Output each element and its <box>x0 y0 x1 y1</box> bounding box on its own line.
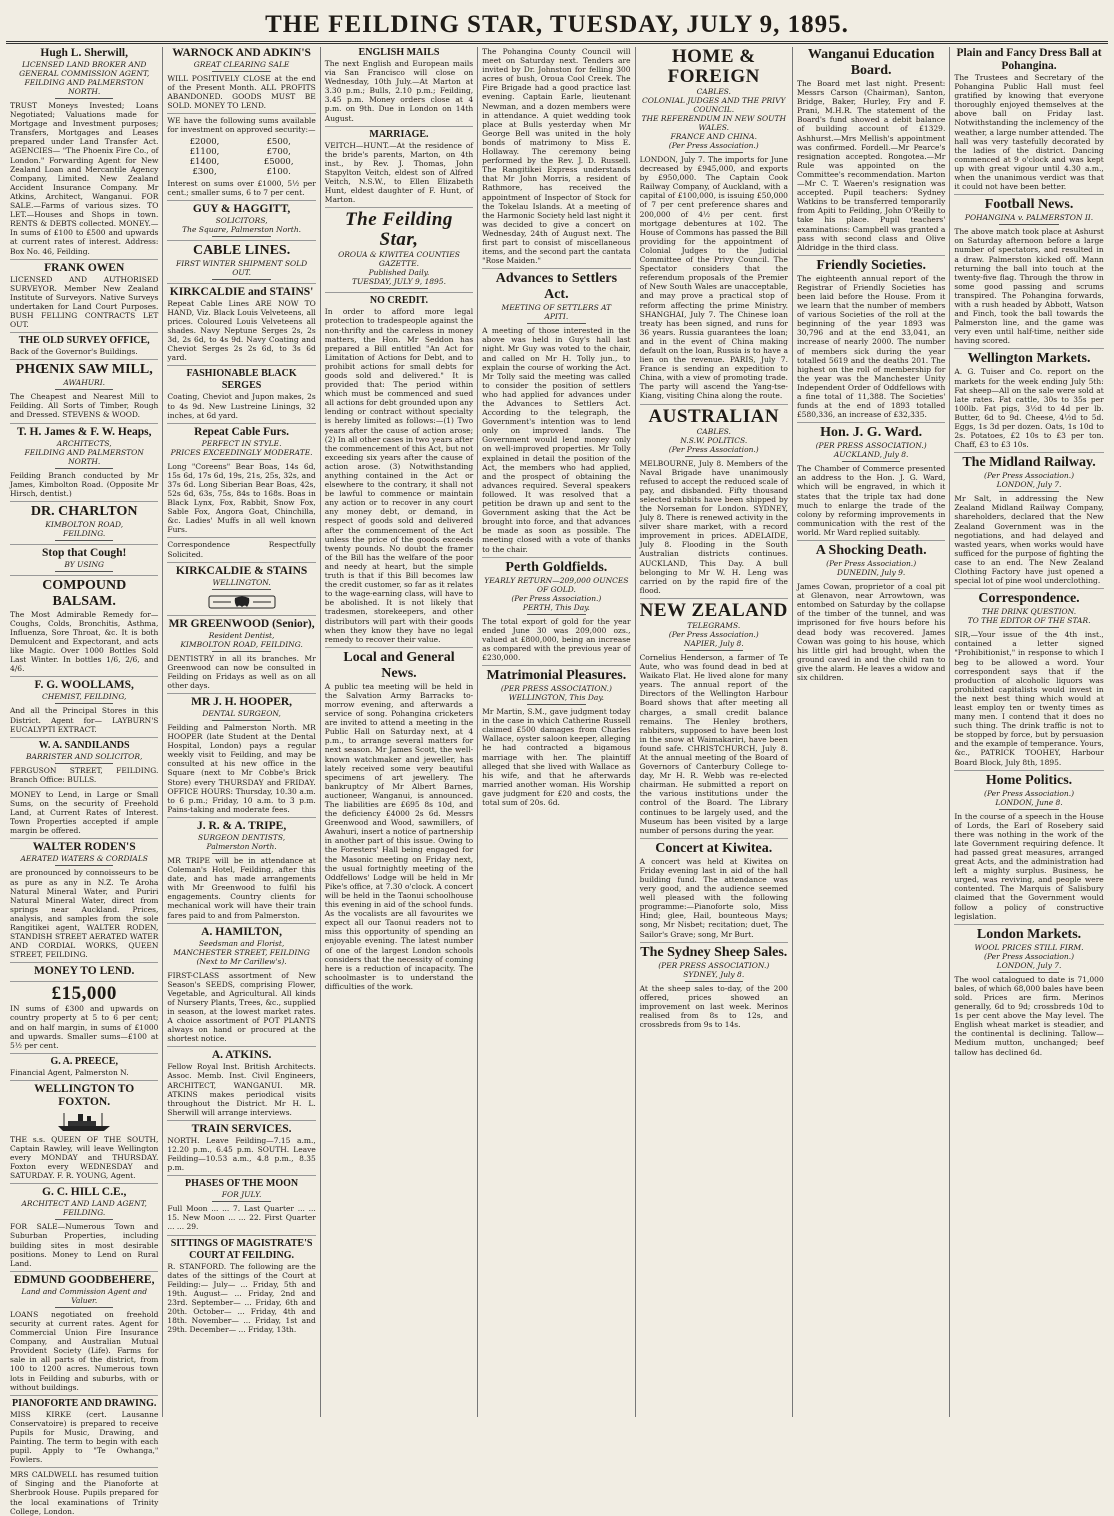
column-3 <box>321 47 478 1417</box>
article-heading: WARNOCK AND ADKIN'S <box>172 47 311 59</box>
article-heading: PHASES OF THE MOON <box>185 1178 299 1190</box>
article-subheading: FIRST WINTER SHIPMENT SOLD OUT. <box>176 258 308 277</box>
article-block <box>640 598 788 835</box>
article-text: MR TRIPE will be in attendance at Coleman's Hotel, Feilding, after this date, and has made arrangements with Mr Greenwood to fulfil his engagements. Country clients for mechanical work will have their train fares paid to and from Palmerston. <box>167 855 316 920</box>
money-sum: £700, <box>266 146 291 157</box>
rule-divider <box>527 614 585 615</box>
article-subheading: N.S.W. POLITICS. <box>680 435 748 445</box>
rule-divider <box>55 1307 113 1308</box>
article-text: In the course of a speech in the House of Lords, the Earl of Rosebery said there was nothing in the work of the late Government requiring defence. It had passed great measures, arranged great Acts, and the administration had left a mighty surplus. Business, he urged, was reviving, and people were contented. The Marquis of Salisbury claimed that the Government would follow a policy of constructive legislation. <box>954 811 1104 921</box>
dentist-emblem-icon <box>207 592 277 612</box>
rule-divider <box>527 704 585 705</box>
article-heading: KIRKCALDIE & STAINS <box>175 564 308 577</box>
article-subheading: TO THE EDITOR OF THE STAR. <box>967 616 1091 626</box>
rule-divider <box>212 853 270 854</box>
article-subheading: FOR JULY. <box>221 1190 262 1200</box>
article-block <box>167 1235 315 1335</box>
article-heading: Local and General News. <box>343 649 455 681</box>
money-sum: £100. <box>266 166 291 177</box>
article-heading: MONEY TO LEND. <box>33 965 135 978</box>
article-subheading: AUCKLAND, July 8. <box>833 450 909 460</box>
article-subheading: BARRISTER AND SOLICITOR, <box>26 751 143 761</box>
article-text: R. STANFORD. The following are the dates of the sittings of the Court at Feilding:— July— ... Friday, 5th and 19th. August— ... Friday, 2nd and 23rd. September— ... Friday, 6th and 20th. October— ... Friday, 4th and 18th. November— ... Friday, 1st and 29th. December— ... Friday, 13th. <box>167 1261 316 1335</box>
article-subheading: THE DRINK QUESTION. <box>981 607 1077 617</box>
rule-divider <box>842 461 900 462</box>
article-subheading: Seedsman and Florist, <box>198 938 285 948</box>
column-7 <box>950 47 1107 1417</box>
article-subheading: APITI. <box>544 312 569 322</box>
steamship-icon <box>54 1111 114 1133</box>
article-block <box>167 283 315 363</box>
masthead <box>6 8 1108 44</box>
article-block <box>167 562 315 612</box>
article-text: Mr Martin, S.M., gave judgment today in the case in which Catherine Russell claimed £500 damages from Charles Wallace, oyster saloon keeper, alleging he had contracted a bigamous marriage with her. The plaintiff alleged that she lived with Wallace as his wife, and that he afterwards married another woman. His Worship gave judgment for £20 and costs, the total sum of 20s. 6d. <box>482 707 631 807</box>
article-text: Interest on sums over £1000, 5½ per cent.; smaller sums, 6 to 7 per cent. <box>167 178 316 197</box>
rule-divider <box>842 579 900 580</box>
rule-divider <box>55 865 113 866</box>
article-heading: Hon. J. G. Ward. <box>820 425 923 441</box>
article-block <box>10 259 158 330</box>
article-subheading: MEETING OF SETTLERS AT <box>501 303 612 313</box>
rule-divider <box>999 627 1058 628</box>
article-heading: GUY & HAGGITT, <box>192 202 291 215</box>
article-subheading: NAPIER, July 8. <box>683 638 744 648</box>
article-text: The Cheapest and Nearest Mill to Feilding. All Sorts of Timber, Rough and Dressed. STEVENS & WOOD. <box>10 392 159 420</box>
article-text: A meeting of those interested in the above was held in Guy's hall last night. Mr Guy was voted to the chair, and called on Mr H. Tolly jun., to explain the course of working the Act. Mr Tolly said the meeting was called to consider the position of settlers who had applied for advances under the Advances to Settlers Act. According to the telegraph, the Government's intention was to lend only on improved lands. The Government would lend money only on well-improved properties. Mr Tolly explained in detail the position of the Act, the members who had applied, and the prospect of obtaining the advances required. Several speakers followed. It was resolved that a petition be drawn up and sent to the Government asking that the Act be brought into force, and that advances be made as soon as possible. The meeting closed with a vote of thanks to the chair. <box>482 326 631 554</box>
article-heading: Concert at Kiwitea. <box>655 840 773 856</box>
rule-divider <box>685 981 743 982</box>
article-text: Coating, Cheviot and Jupon makes, 2s to 4s 9d. New Lustreine Linings, 32 inches, at 6d yard. <box>167 392 316 420</box>
article-heading: A. HAMILTON, <box>201 925 282 938</box>
article-heading: Perth Goldfields. <box>505 559 608 575</box>
rule-divider <box>55 540 113 541</box>
article-text: A public tea meeting will be held in the Salvation Army Barracks to-morrow evening, and afterwards a service of song. Pohangina cricketers are invited to attend a meeting in the Public Hall on Saturday next, at 4 p.m., to arrange several matters for next season. Mr James Scott, the well-known watchmaker and jeweller, has lately received some very beautiful specimens of art jewellery. The bankruptcy of Mr Albert Barnes, auctioneer, Wanganui, is announced. The liabilities are £695 8s 10d, and the deficiency £4000 2s 6d. Messrs Greenwood and Wood, sawmillers, of Awahuri, insert a notice of partnership in another part of this issue. Owing to the Foresters' Hall being engaged for the Masonic meeting on Friday next, the usual fortnightly meeting of the Oddfellows' Lodge will be held in Mr Pike's office, at 7.30 o'clock. A concert will be held in the Taonui schoolhouse this evening in aid of the school funds. As the vocalists are all favourites we expect all our Taonui readers not to miss this opportunity of spending an enjoyable evening. The latest number of one of the largest London schools considers that the necessity of coming here is a reduction of incapacity. The schoolmaster is to understand the difficulties of the work. <box>324 681 474 991</box>
article-block <box>954 47 1103 191</box>
article-text: SIR,—Your issue of the 4th inst., contained a letter signed "Prohibitionist," in response to which I beg to be allowed a word. Your correspondent says that if the production of alcoholic liquors was prohibited capitalists would invest in the next best thing which would at least employ ten or twenty times as many men. I contend that it does no such thing. The drink traffic is not to be stopped by force, but by persuasion and the example of temperance. Yours, &c., PATRICK TOOHEY, Harbour Board Block, July 8th, 1895. <box>954 630 1104 767</box>
article-text: TRUST Moneys Invested; Loans Negotiated; Valuations made for Mortgage and Investment purposes; Transfers, Mortgages and Leases prepared under Land Transfer Act. AGENCIES— "The Phoenix Fire Co., of London." Forwarding Agent for New Zealand Loan and Mercantile Agency Company, Limited. New Zealand Accident Insurance Company. Mr Atkins, Architect, Wanganui. FOR SALE.—Farms of various sizes. TO LET.—Houses and Shops in town. RENTS & DEBTS collected. MONEY.—In sums of £100 to £500 and upwards at current rates of interest. Address: Box No. 46, Feilding. <box>10 101 159 256</box>
article-heading: ENGLISH MAILS <box>358 47 440 58</box>
money-sum: £1400, <box>189 156 220 167</box>
article-subheading: (Per Press Association.) <box>668 444 759 454</box>
article-heading: PIANOFORTE AND DRAWING. <box>12 1397 157 1409</box>
article-subheading: KIMBOLTON ROAD, <box>45 519 124 529</box>
article-subheading: CHEMIST, FEILDING, <box>41 692 127 702</box>
article-text: The next English and European mails via San Francisco will close on Wednesday, 10th July.—At Marton at 3.30 p.m.; Bulls, 2.10 p.m.; Feilding, 3.45 p.m. Money orders close at 4 p.m. on 9th. Due in London on 14th August. <box>324 59 474 123</box>
rule-divider <box>212 589 270 590</box>
article-subheading: WELLINGTON, This Day. <box>508 693 604 703</box>
article-text: Feilding and Palmerston North. MR HOOPER (late Student at the Dental Hospital, London) pays a regular weekly visit to Feilding, and may be consulted at his new office in the Square (next to Mr Cobbe's Brick Store) every THURSDAY and FRIDAY. OFFICE HOURS: Thursday, 10.30 a.m. to 6 p.m.; Friday, 10 a.m. to 3 p.m. Pains-taking and moderate fees. <box>167 723 316 814</box>
article-subheading: PERFECT IN STYLE. <box>201 438 282 448</box>
rule-divider <box>685 152 743 153</box>
article-block <box>797 422 945 537</box>
article-subheading: (Per Press Association.) <box>984 951 1075 961</box>
article-text: The above match took place at Ashurst on Saturday afternoon before a large number of spectators, and resulted in a draw. Palmerston kicked off. Mann returning the ball into touch at the twenty-five flag. Through the throw in some good passing and scrums transpired. The Pohangina forwards, with a rush headed by Abbott, Watson and Finch, took the ball towards the Palmerston line, and the game was very even until half-time, neither side having scored. <box>954 227 1104 346</box>
article-block <box>10 1080 158 1180</box>
article-heading: KIRKCALDIE and STAINS' <box>169 285 314 298</box>
article-text: The Most Admirable Remedy for—Coughs, Colds, Bronchitis, Asthma, Influenza, Sore Throat, &c. It is both Demulcent and Expectorant, and acts like Magic. Over 1000 Bottles Sold Last Winter. In bottles 1/6, 2/6, and 4/6. <box>10 609 159 674</box>
article-block <box>167 113 315 196</box>
article-text: WILL POSITIVELY CLOSE at the end of the Present Month. ALL PROFITS ABANDONED. GOODS MUST BE SOLD. MONEY TO LEND. <box>167 74 316 111</box>
article-block <box>10 981 158 1049</box>
article-text: Full Moon ... ... 7. Last Quarter ... ... 15. New Moon ... ... 22. First Quarter ... ... 29. <box>167 1204 316 1232</box>
article-heading: Hugh L. Sherwill, <box>40 47 128 59</box>
article-heading: J. R. & A. TRIPE, <box>196 819 287 832</box>
article-subheading: DENTAL SURGEON, <box>202 709 281 718</box>
article-block <box>10 501 158 541</box>
article-text: The eighteenth annual report of the Registrar of Friendly Societies has been laid before the House. From it we learn that the number of members of various Societies of the roll at the beginning of the year 1893 was 30,796 and at the end 33,041, an increase of nearly 2000. The number of members sick during the year totalled 5619 and the deaths 201. The highest on the roll of membership for the year was the Manchester Unity Independent Order of Oddfellows with a fine total of 11,388. The Societies' funds at the end of 1893 totalled £580,336, an increase of £32,335. <box>796 273 946 420</box>
article-subheading: PERTH, This Day. <box>522 602 590 612</box>
article-block <box>167 47 315 110</box>
article-block <box>10 359 158 419</box>
article-block <box>10 47 158 256</box>
article-text: VEITCH—HUNT.—At the residence of the bride's parents, Marton, on 4th inst., by Rev. J. Thomas, John Stapylton Veitch, eldest son of Alfred Veitch, N.S.W., to Ellen Elizabeth Hunt, eldest daughter of F. Hunt, of Marton. <box>324 140 474 205</box>
article-subheading: (Per Press Association.) <box>668 141 759 150</box>
money-sum: £2000, <box>189 136 220 147</box>
article-text: Long "Coreens" Bear Boas, 14s 6d, 15s 6d, 17s 6d, 19s, 21s, 25s, 32s, and 37s 6d. Long Siberian Bear Boas, 42s, 52s 6d, 63s, 75s, 84s to 168s. Boas in Black Lynx, Fox, Rabbit, Snow Fox, Sable Fox, Angora Goat, Chinchilla, &c. Ladies' Muffs in all well known Furs. <box>167 461 316 535</box>
article-heading: HOME & FOREIGN <box>667 46 760 87</box>
article-heading: COMPOUND BALSAM. <box>42 577 127 609</box>
article-subheading: WOOL PRICES STILL FIRM. <box>974 942 1084 952</box>
article-heading: The Sydney Sheep Sales. <box>640 944 788 960</box>
article-heading: G. C. HILL C.E., <box>42 1186 127 1199</box>
article-block <box>640 404 788 595</box>
article-block <box>797 255 945 420</box>
article-block <box>640 942 788 1029</box>
article-text: A. G. Tuiser and Co. report on the markets for the week ending July 5th: Fat sheep—All on the sale were sold at late rates. Fat cattle, 30s to 35s per 100lb. Fat pigs, 3½d to 4d per lb. Butter, 6d to 9d. Cheese, 4½d to 5d. Eggs, 1s 3d per dozen. Oats, 1s 10d to 2s. Potatoes, £2 10s to £3 per ton. Chaff, £3 to £3 10s. <box>954 367 1104 450</box>
article-block <box>10 737 158 784</box>
rule-divider <box>212 71 270 72</box>
article-subheading: LICENSED LAND BROKER AND GENERAL COMMISSION AGENT, FEILDING AND PALMERSTON NORTH. <box>19 60 150 96</box>
article-block <box>167 817 315 920</box>
article-block <box>325 126 473 205</box>
rule-divider <box>212 651 270 652</box>
article-subheading: FEILDING. <box>63 528 106 538</box>
article-subheading: SOLICITORS, <box>215 215 268 225</box>
article-text: The Board met last night. Present: Messrs Carson (Chairman), Santon, Bridge, Baker, Hurley, Fry and F. Prani, M.H.R. The statement of the Board's fund showed a debit balance of building account of £1329. Ashhurst.—Mrs Mellish's appointment was confirmed. Fordell.—Mr Pearce's resignation accepted. Rongotea.—Mr Rule was appointed on the Committee's recommendation. Marton—Mr C. T. Waeren's resignation was accepted. Pupil teachers: Sydney Watkins to be transferred temporarily from Apiti to Feilding, John O'Reilly to take his place. Pupil teachers' examinations: Campbell was granted a pass with second class and Olive Aldridge in the third class. <box>796 79 946 252</box>
article-heading: £15,000 <box>51 983 117 1005</box>
article-subheading: LONDON, July 7. <box>996 960 1062 970</box>
article-subheading: MANCHESTER STREET, FEILDING <box>173 947 310 957</box>
article-block <box>325 292 473 643</box>
article-block <box>167 200 315 237</box>
rule-divider <box>999 491 1058 492</box>
article-subheading: DUNEDIN, July 9. <box>837 568 906 578</box>
article-text: IN sums of £300 and upwards on country property at 5 to 6 per cent; and on half margin, in sums of £1000 and upwards. Smaller sums—£100 at 5½ per cent. <box>10 1004 159 1050</box>
rule-divider <box>212 968 270 969</box>
rule-divider <box>55 98 113 99</box>
rule-divider <box>685 456 743 457</box>
article-heading: SITTINGS OF MAGISTRATE'S COURT AT FEILDING. <box>170 1237 313 1261</box>
article-text: MISS KIRKE (cert. Lausanne Conservatoire) is prepared to receive Pupils for Music, Drawing, and Painting. The term to begin with each pupil. Apply to "Te Owhanga," Fowlers. <box>10 1409 159 1465</box>
article-block <box>10 332 158 356</box>
article-heading: Matrimonial Pleasures. <box>486 668 627 684</box>
article-subheading: OROUA & KIWITEA COUNTIES GAZETTE. <box>338 250 460 269</box>
article-heading: Repeat Cable Furs. <box>194 425 290 438</box>
article-text: The Pohangina County Council will meet on Saturday next. Tenders are invited by Dr. Johnston for felling 300 acres of bush, Oroua Cool Creek. The Fire Brigade had a good practice last evening. Captain Earle, lieutenant Newman, and a dozen members were in attendance. A quiet wedding took place at Bulls yesterday when Mr George Bell was united in the holy bonds of matrimony to Miss E. Hollaway. The ceremony being performed by the Rev. J. D. Russell. The Rangitikei Express understands that Mr John Morris, a resident of Rathmore, has received the appointment of Inspector of Stock for the Tokelau Islands. At a meeting of the Harmonic Society held last night it was decided to give a concert on Wednesday, 24th of August next. The first part to consist of miscellaneous items, and the second part the cantata "Rose Maiden." <box>482 47 631 266</box>
article-subheading: WELLINGTON. <box>212 577 271 587</box>
article-heading: Stop that Cough! <box>42 546 127 559</box>
article-block <box>10 1395 158 1465</box>
article-text: THE s.s. QUEEN OF THE SOUTH, Captain Rawley, will leave Wellington every MONDAY and THURSDAY. Foxton every WEDNESDAY and SATURDAY. F. R. YOUNG, Agent. <box>10 1134 159 1181</box>
column-2 <box>163 47 320 1417</box>
columns <box>6 46 1108 1516</box>
article-text: A concert was held at Kiwitea on Friday evening last in aid of the hall building fund. The attendance was very good, and the audience seemed well pleased with the following programme:—Pianoforte solo, Miss Hind; glee, Hail, bounteous Mays; song, Mr Nisbet; recitation; duet, The Sailor's Grave; song, Mr Burt. <box>639 856 788 939</box>
article-text: DENTISTRY in all its branches. Mr Greenwood can now be consulted in Feilding on Fridays as well as on all other days. <box>167 653 316 690</box>
article-heading: A. ATKINS. <box>211 1049 272 1062</box>
article-heading: Home Politics. <box>985 772 1073 788</box>
article-subheading: (Per Press Association.) <box>984 471 1075 481</box>
rule-divider <box>212 720 270 721</box>
article-text: are pronounced by connoisseurs to be as pure as any in N.Z. Te Aroha Natural Mineral Water, and Puriri Natural Mineral Water, direct from springs near Auckland. Prices, analysis, and samples from the sole Rangitikei agent, WALTER RODEN, STANDISH STREET AERATED WATER AND CORDIAL WORKS, QUEEN STREET, FEILDING. <box>10 868 159 960</box>
article-text: FIRST-CLASS assortment of New Season's SEEDS, comprising Flower, Vegetable, and Agricultural. All kinds of Nursery Plants, Trees, &c., supplied in season, at the lowest market rates. A choice assortment of POT PLANTS always on hand or procured at the shortest notice. <box>167 970 316 1044</box>
rule-divider <box>55 389 113 390</box>
article-subheading: (Per Press Association.) <box>826 559 917 569</box>
money-sum: £5000, <box>263 156 294 167</box>
article-subheading: FEILDING. <box>63 1208 106 1218</box>
article-block <box>10 1183 158 1267</box>
article-subheading: ARCHITECTS, <box>56 438 112 448</box>
article-subheading: TELEGRAMS. <box>687 620 741 630</box>
article-text: LONDON, July 7. The imports for June decreased by £945,000, and exports by £950,000. The Captain Cook Railway Company, of Auckland, with a capital of £100,000, is issuing £50,000 of 7 per cent preference shares and 200,000 of 4½ per cent. first mortgage debentures at 102. The House of Commons has passed the Bill providing for the appointment of Colonial Judges to the Judicial Committee of the Privy Council. The Spectator considers that the referendum proposals of the Premier of New South Wales are unacceptable, and may prove a practical stop of reform affecting the prime Ministry. SHANGHAI, July 7. The Chinese loan treaty has been signed, and runs for 36 years. Russia guarantees the loan; and in the event of China making default on the loan, Russia is to have a lien on the revenue. PARIS, July 7. France is sending an expedition to China, with a view of promoting trade. The party will ascend the Yang-tse-Kiang, visiting China along the route. <box>639 155 788 401</box>
article-block <box>797 47 945 252</box>
rule-divider <box>212 279 270 280</box>
article-heading: Wellington Markets. <box>967 351 1091 367</box>
article-block <box>10 544 158 572</box>
article-block <box>167 1046 315 1117</box>
article-heading: PHŒNIX SAW MILL, <box>15 362 153 378</box>
article-subheading: FRANCE AND CHINA. <box>670 132 757 141</box>
rule-divider <box>55 1219 113 1220</box>
article-subheading: CABLES. <box>696 426 731 436</box>
money-sum: £500, <box>266 136 291 147</box>
article-heading: FRANK OWEN <box>44 261 125 274</box>
article-block <box>325 47 473 123</box>
article-block <box>167 1175 315 1231</box>
article-subheading: Resident Dentist, <box>208 630 275 640</box>
article-block <box>167 537 315 558</box>
column-6 <box>793 47 950 1417</box>
article-subheading: (PER PRESS ASSOCIATION.) <box>815 441 927 451</box>
article-text: FOR SALE—Numerous Town and Suburban Properties, including building sites in most desirable positions. Money to Lend on Rural Land. <box>10 1222 159 1268</box>
article-text: Mr Salt, in addressing the New Zealand Midland Railway Company, shareholders, declared that the New Zealand Government was in the negotiations, and had delayed and wasted years, when works would have sufficed for the purpose of fighting the case to an end. The New Zealand Clothing Factory have just opened a special lot of pine wool underclothing. <box>954 494 1104 586</box>
article-subheading: BY USING <box>64 559 105 569</box>
article-text: Financial Agent, Palmerston N. <box>10 1067 129 1077</box>
article-subheading: YEARLY RETURN—209,000 OUNCES OF GOLD. <box>484 575 629 594</box>
article-heading: W. A. SANDILANDS <box>38 739 130 751</box>
article-heading: T. H. James & F. W. Heaps, <box>16 425 152 438</box>
article-text: Cornelius Henderson, a farmer of Te Aute, who was found dead in bed at Waikato Flat. He lived alone for many years. The annual report of the Directors of the Wellington Harbour Board shows that after meeting all charges, a small credit balance remains. The Henley brothers, rabbiters, supposed to have been lost in the snow at Waimakariri, have been found safe. CHRISTCHURCH, July 8. At the annual meeting of the Board of Governors of Canterbury College to-day, Mr H. R. Webb was re-elected chairman. He submitted a report on the various institutions under the control of the Board. The Library continues to be largely used, and the Museum has been visited by a large number of persons during the year. <box>639 652 788 835</box>
article-block <box>482 665 630 807</box>
article-subheading: Published Daily. <box>368 268 430 278</box>
article-text: The total export of gold for the year ended June 30 was 209,000 ozs., valued at £800,000, being an increase as compared with the previous year of £230,000. <box>482 616 631 662</box>
article-text: NORTH. Leave Feilding—7.15 a.m., 12.20 p.m., 6.45 p.m. SOUTH. Leave Feilding—10.53 a.m., 4.8 p.m., 8.35 p.m. <box>167 1135 316 1173</box>
article-text: The Chamber of Commerce presented an address to the Hon. J. G. Ward, which will be engraved, in which it states that the triple tax had done much to enlarge the trade of the colony by reforming improvements in communication with the rest of the world. Mr Ward replied suitably. <box>796 464 946 537</box>
article-block <box>10 676 158 733</box>
article-heading: EDMUND GOODBEHERE, <box>13 1273 155 1286</box>
article-subheading: Palmerston North. <box>206 841 277 851</box>
article-heading: G. A. PREECE, <box>50 1055 118 1067</box>
article-heading: F. G. WOOLLAMS, <box>34 679 134 692</box>
article-heading: MR J. H. HOOPER, <box>191 696 293 708</box>
article-block <box>954 452 1103 585</box>
article-heading: A Shocking Death. <box>815 543 927 559</box>
rule-divider <box>212 459 270 460</box>
rule-divider <box>999 809 1058 810</box>
article-text: MONEY to Lend, in Large or Small Sums, on the security of Freehold Land, at Current Rates of Interest. Town Properties accepted if ample margin be offered. <box>10 789 159 836</box>
article-text: MELBOURNE, July 8. Members of the Naval Brigade have unanimously refused to accept the reduced scale of pay, and disbanded. Fifty thousand selected rabbits have been shipped by the Norseman for London. SYDNEY, July 8. There is renewed activity in the silver share market, with a record improvement in prices. ADELAIDE, July 8. Flooding in the South Australian districts continues. AUCKLAND, This Day. A bull belonging to Mr W. H. Leng was carried on by the rapid fire of the flood. <box>639 458 788 595</box>
article-text: Feilding Branch conducted by Mr James, Kimbolton Road. (Opposite Mr Hirsch, dentist.) <box>10 470 159 498</box>
rule-divider <box>999 972 1058 973</box>
article-heading: MARRIAGE. <box>369 128 429 140</box>
article-heading: NO CREDIT. <box>369 295 429 307</box>
article-heading: The Midland Railway. <box>962 455 1096 471</box>
article-block <box>10 1053 158 1077</box>
article-block <box>167 365 315 419</box>
article-heading: TRAIN SERVICES. <box>191 1122 292 1135</box>
article-heading: CABLE LINES. <box>192 242 291 258</box>
article-subheading: KIMBOLTON ROAD, FEILDING. <box>180 639 303 649</box>
article-heading: Wanganui Education Board. <box>807 47 935 78</box>
article-text: Repeat Cable Lines ARE NOW TO HAND, Viz. Black Louis Velveteens, all prices. Coloured Louis Velveteens all shades. Navy Neptune Serges 2s, 2s 3d, 2s 6d, to 4s 9d. Navy Coating and Cheviot Serges 2s 2s 6d, to 3s 6d yard. <box>167 298 316 363</box>
article-subheading: ARCHITECT AND LAND AGENT, <box>21 1199 147 1209</box>
article-subheading: SYDNEY, July 8. <box>683 969 745 979</box>
article-block <box>954 770 1103 921</box>
article-heading: Football News. <box>984 197 1074 213</box>
article-block <box>167 240 315 280</box>
article-text: In order to afford more legal protection to tradespeople against the non-thrifty and the careless in money matters, the Hon. Mr Seddon has prepared a Bill entitled "An Act for Limitation of Actions for Debt, and to prohibit actions for small debts for goods sold and delivered." It is provided that: The period within which must be commenced and sued all actions for debt grounded upon any lending or contract without specialty is hereby limited as follows:—(1) Two years after the cause of action arose; (2) In all other cases in two years after the commencement of this Act, but not exceeding six years after the cause of action arose. (3) Notwithstanding anything contained in the Act or elsewhere to the contrary, it shall not be lawful to commence or maintain any action or to recover in any court any money debt, or demand, in respect of goods sold and delivered after the commencement of the Act unless the price of the goods exceeds twenty pounds. No doubt the framer of the Bill has the welfare of the poor and needy at heart, but the simple truth is that if this Bill becomes law the credit customer, so far as it relates to the wage-earning class, will have to be abolished. It is not likely that tradesmen, storekeepers, and other distributors will part with their goods when they know they have no legal remedy to recover their value. <box>324 307 474 644</box>
money-sum: £300, <box>192 166 217 177</box>
newspaper-nameplate: The Feilding Star, <box>345 209 453 251</box>
article-subheading: COLONIAL JUDGES AND THE PRIVY COUNCIL. <box>642 96 786 114</box>
article-subheading: (PER PRESS ASSOCIATION.) <box>658 960 770 970</box>
article-subheading: POHANGINA v. PALMERSTON II. <box>964 213 1094 223</box>
article-heading: WELLINGTON TO FOXTON. <box>34 1082 135 1108</box>
article-heading: Correspondence. <box>978 591 1080 607</box>
article-block <box>640 838 788 939</box>
article-subheading: SURGEON DENTISTS, <box>198 832 286 842</box>
article-block <box>10 787 158 835</box>
article-block <box>640 47 788 401</box>
rule-divider <box>527 323 585 324</box>
article-block <box>10 575 158 674</box>
article-block <box>954 194 1103 345</box>
article-text: James Cowan, proprietor of a coal pit at Glenavon, near Arrowtown, was entombed on Saturday by the collapse of the timber of the tunnel, and was imprisoned for five hours before his dead body was recovered. James Cowan was going to his house, which his little girl had brought, when the ground caved in and the child ran to give the alarm. He leaves a widow and six children. <box>796 582 946 682</box>
rule-divider <box>685 650 743 651</box>
article-block <box>325 207 473 289</box>
article-heading: Plain and Fancy Dress Ball at Pohangina. <box>956 47 1102 72</box>
article-subheading: AWAHURI. <box>63 378 106 388</box>
money-sums-grid <box>167 137 315 177</box>
article-subheading: (Per Press Association.) <box>668 629 759 639</box>
column-1 <box>6 47 163 1516</box>
rule-divider <box>55 468 113 469</box>
article-text: WE have the following sums available for investment on approved security:— <box>167 116 316 135</box>
article-block <box>10 1271 158 1392</box>
column-5 <box>636 47 793 1417</box>
article-text: At the sheep sales to-day, of the 200 offered, prices showed an improvement on last week. Merinos realised from 8s to 12s, and crossbreds from 9s to 14s. <box>639 983 788 1030</box>
article-subheading: (PER PRESS ASSOCIATION.) <box>500 684 612 694</box>
article-heading: London Markets. <box>976 926 1082 942</box>
article-subheading: THE REFERENDUM IN NEW SOUTH WALES. <box>641 114 786 132</box>
article-block <box>954 588 1103 766</box>
article-block <box>167 693 315 814</box>
article-text: And all the Principal Stores in this District. Agent for— LAYBURN'S EUCALYPTI EXTRACT. <box>10 706 159 734</box>
article-text: MRS CALDWELL has resumed tuition of Singing and the Pianoforte at Sherbrook House. Pupils prepared for the local examinations of Trinity College, London. <box>10 1470 159 1516</box>
article-heading: FASHIONABLE BLACK SERGES <box>186 368 297 392</box>
article-text: Fellow Royal Inst. British Architects. Assoc. Memb. Inst. Civil Engineers, ARCHITECT, WANGANUI. MR. ATKINS makes periodical visits throughout the District. Mr H. L. Sherwill will arrange interviews. <box>167 1062 316 1117</box>
article-text: LICENSED AND AUTHORISED SURVEYOR. Member New Zealand Institute of Surveyors. Native Surveys undertaken for Land Court Purposes. BUSH FELLING CONTRACTS LET OUT. <box>10 274 159 330</box>
money-sum: £1100, <box>189 146 220 157</box>
column-4 <box>478 47 635 1417</box>
article-subheading: LONDON, July 7. <box>996 480 1062 490</box>
rule-divider <box>55 703 113 704</box>
article-subheading: (Per Press Association.) <box>984 788 1075 798</box>
rule-divider <box>370 288 428 289</box>
article-heading: AUSTRALIAN <box>648 405 780 427</box>
article-block <box>797 540 945 682</box>
article-subheading: AERATED WATERS & CORDIALS <box>20 854 148 864</box>
article-block <box>167 923 315 1044</box>
article-heading: NEW ZEALAND <box>639 599 788 621</box>
article-block <box>482 47 630 265</box>
article-block <box>954 924 1103 1057</box>
article-subheading: FEILDING AND PALMERSTON NORTH. <box>24 447 144 466</box>
article-text: FERGUSON STREET, FEILDING. Branch Office: BULLS. <box>10 765 159 784</box>
article-subheading: (Per Press Association.) <box>511 593 602 603</box>
article-text: LOANS negotiated on freehold security at current rates. Agent for Commercial Union Fire Insurance Company, and Australian Mutual Provident Society (Life). Farms for sale in all parts of the district, from 100 to 1200 acres. Numerous town lots in Feilding and suburbs, with or without buildings. <box>10 1309 159 1392</box>
article-subheading: TUESDAY, JULY 9, 1895. <box>351 277 446 287</box>
article-subheading: CABLES. <box>696 87 731 96</box>
article-subheading: Land and Commission Agent and Valuer. <box>21 1286 148 1305</box>
article-block <box>10 423 158 498</box>
rule-divider <box>55 763 113 764</box>
article-block <box>482 557 630 662</box>
article-text: Back of the Governor's Buildings. <box>10 347 138 357</box>
article-heading: Friendly Societies. <box>816 257 926 273</box>
article-block <box>167 1120 315 1172</box>
article-heading: Advances to Settlers Act. <box>495 271 618 303</box>
article-block <box>954 348 1103 449</box>
article-block <box>482 268 630 553</box>
newspaper-title: THE FEILDING STAR, TUESDAY, JULY 9, 1895. <box>265 11 849 38</box>
article-text: The Trustees and Secretary of the Pohangina Public Hall must feel gratified by knowing that everyone thoroughly enjoyed themselves at the above ball on Friday last. Notwithstanding the inclemency of the weather, a large number attended. The hall was very tastefully decorated by the ladies of the district. Dancing commenced at 9 o'clock and was kept up with great vigour until 4.30 a.m., when the unanimous verdict was that it could not have been better. <box>954 73 1104 192</box>
article-subheading: (Next to Mr Carillew's). <box>196 956 287 966</box>
article-text: The wool catalogued to date is 71,000 bales, of which 68,000 bales have been sold. Prices are firm. Merinos generally, 6d to 9d; crossbreds 10d to 1s per cent above the May level. The English wheat market is steadier, and the continental is declining. Tallow—Medium mutton, unchanged; beef tallow has declined 6d. <box>954 974 1104 1057</box>
article-block <box>167 423 315 535</box>
article-text: Correspondence Respectfully Solicited. <box>167 540 316 559</box>
article-subheading: LONDON, June 8. <box>995 797 1063 807</box>
rule-divider <box>55 571 113 572</box>
article-block <box>10 962 158 978</box>
rule-divider <box>212 1201 270 1202</box>
article-heading: MR GREENWOOD (Senior), <box>168 617 315 630</box>
article-block <box>10 1467 158 1515</box>
rule-divider <box>212 236 270 237</box>
article-heading: WALTER RODEN'S <box>32 841 136 854</box>
article-block <box>325 647 473 991</box>
article-block <box>10 838 158 959</box>
article-subheading: PRICES EXCEEDINGLY MODERATE. <box>170 447 313 457</box>
article-subheading: GREAT CLEARING SALE <box>193 60 290 69</box>
rule-divider <box>999 224 1058 225</box>
article-heading: THE OLD SURVEY OFFICE, <box>18 335 150 347</box>
article-block <box>167 615 315 690</box>
article-heading: DR. CHARLTON <box>30 503 138 519</box>
article-subheading: The Square, Palmerston North. <box>182 224 302 234</box>
